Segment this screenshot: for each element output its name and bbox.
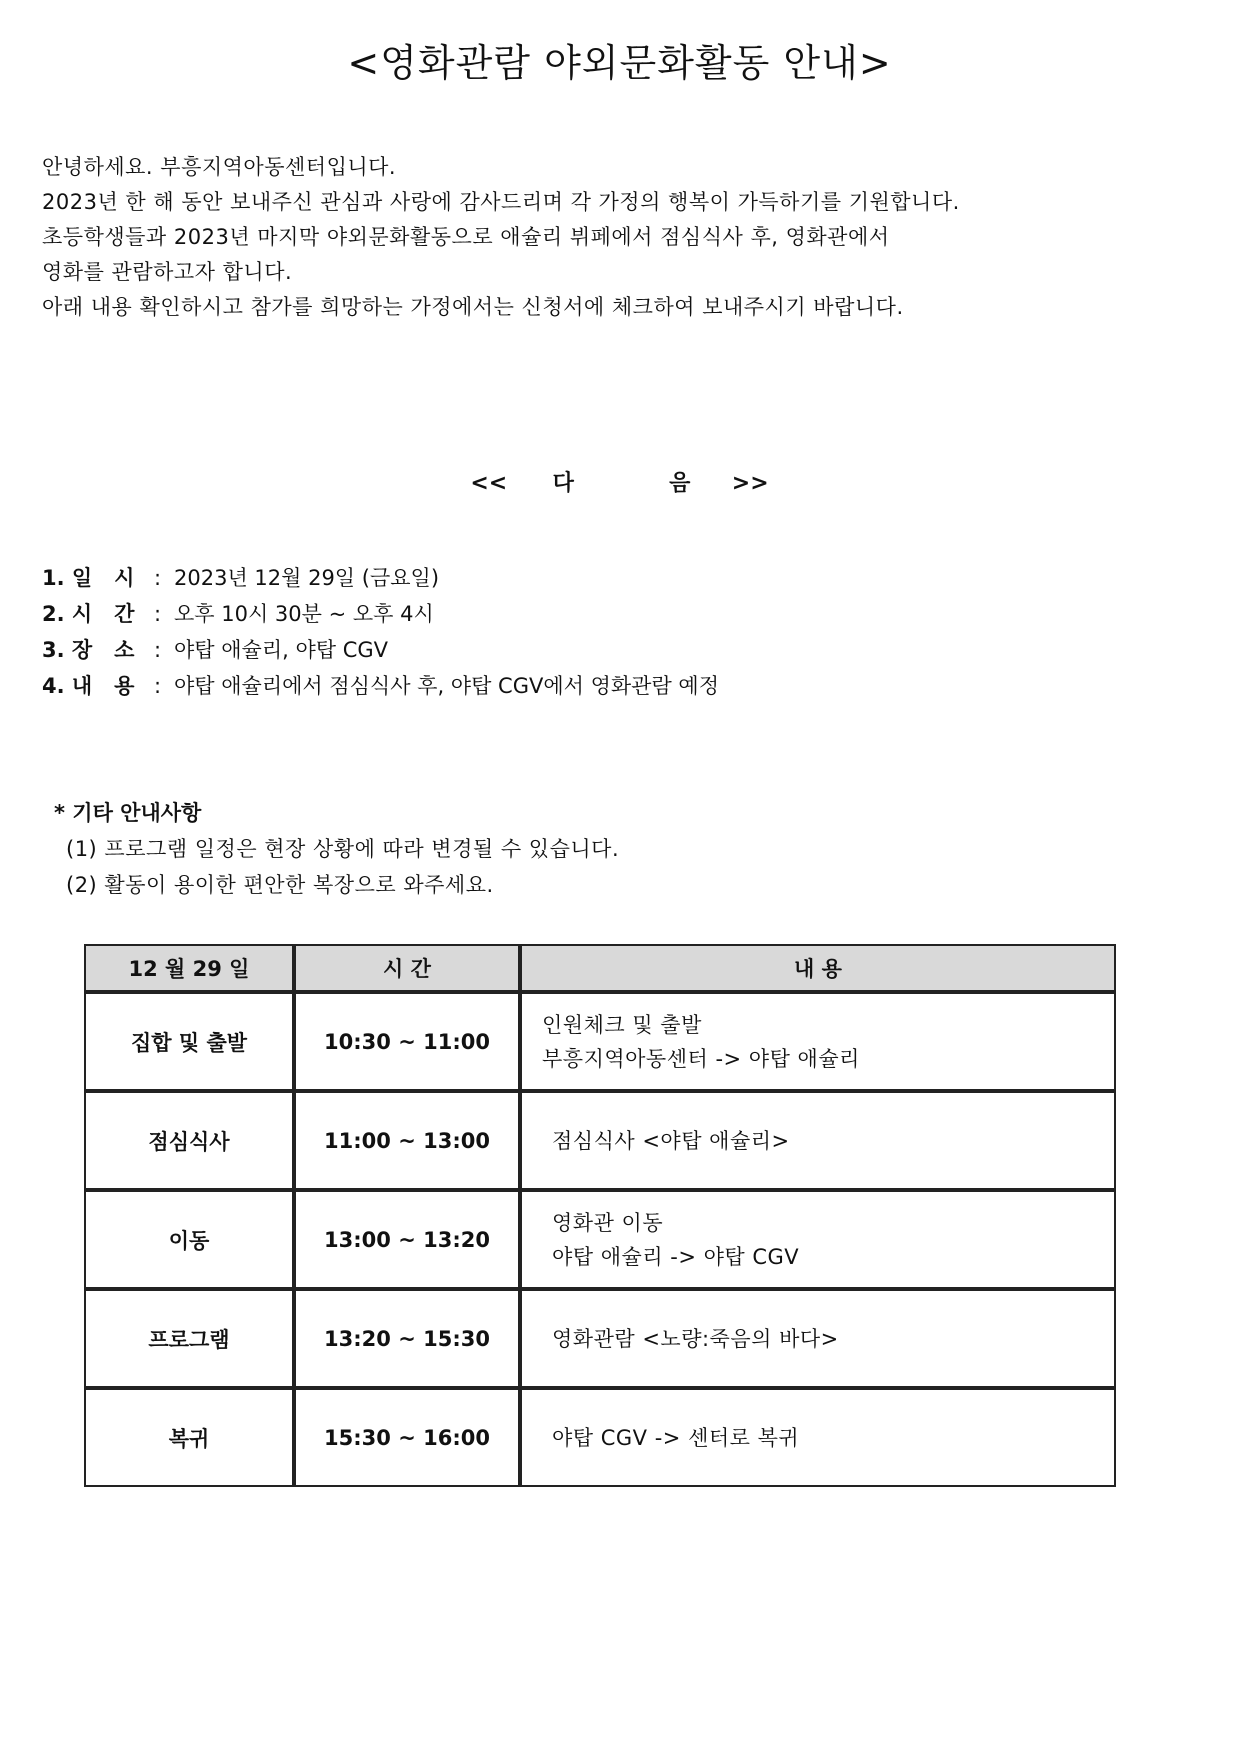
event-details <box>42 560 719 704</box>
schedule-content <box>520 1190 1116 1289</box>
table-row <box>84 1388 1116 1487</box>
schedule-content-line: 영화관람 <노량:죽음의 바다> <box>552 1326 839 1351</box>
schedule-content-line: 점심식사 <야탑 애슐리> <box>552 1128 790 1153</box>
schedule-name: 이동 <box>84 1190 294 1289</box>
schedule-content-line: 부흥지역아동센터 -> 야탑 애슐리 <box>542 1046 860 1071</box>
next-heading-char: 다 <box>552 471 574 496</box>
column-header-time: 시 간 <box>294 944 520 992</box>
schedule-content <box>520 1289 1116 1388</box>
schedule-time: 15:30 ~ 16:00 <box>294 1388 520 1487</box>
detail-label: 3. 장 소 <box>42 638 135 662</box>
schedule-content-line: 영화관 이동 <box>552 1210 664 1235</box>
table-row <box>84 992 1116 1091</box>
schedule-time: 13:00 ~ 13:20 <box>294 1190 520 1289</box>
schedule-time: 13:20 ~ 15:30 <box>294 1289 520 1388</box>
schedule-time: 10:30 ~ 11:00 <box>294 992 520 1091</box>
detail-label: 1. 일 시 <box>42 566 135 590</box>
schedule-content <box>520 1388 1116 1487</box>
intro-line: 아래 내용 확인하시고 참가를 희망하는 가정에서는 신청서에 체크하여 보내주시기 바랍니다. <box>42 295 904 319</box>
table-row <box>84 1289 1116 1388</box>
schedule-name: 점심식사 <box>84 1091 294 1190</box>
detail-date <box>42 560 719 596</box>
schedule-time: 11:00 ~ 13:00 <box>294 1091 520 1190</box>
intro-line: 2023년 한 해 동안 보내주신 관심과 사랑에 감사드리며 각 가정의 행복이 가득하기를 기원합니다. <box>42 190 960 214</box>
intro-line: 안녕하세요. 부흥지역아동센터입니다. <box>42 155 397 179</box>
detail-separator: : <box>154 602 162 626</box>
detail-value: 2023년 12월 29일 (금요일) <box>174 566 440 590</box>
next-heading-open: << <box>470 471 508 496</box>
next-heading-close: >> <box>731 471 769 496</box>
intro-paragraph <box>42 150 1202 325</box>
detail-label: 4. 내 용 <box>42 674 135 698</box>
intro-line: 영화를 관람하고자 합니다. <box>42 260 293 284</box>
schedule-content <box>520 992 1116 1091</box>
detail-label: 2. 시 간 <box>42 602 135 626</box>
other-notes <box>54 795 619 903</box>
next-heading-char: 음 <box>669 471 691 496</box>
schedule-content-line: 야탑 CGV -> 센터로 복귀 <box>552 1425 800 1450</box>
detail-separator: : <box>154 566 162 590</box>
schedule-content-line: 인원체크 및 출발 <box>542 1012 702 1037</box>
detail-value: 야탑 애슐리, 야탑 CGV <box>174 638 389 662</box>
schedule-name: 집합 및 출발 <box>84 992 294 1091</box>
column-header-date: 12 월 29 일 <box>84 944 294 992</box>
note-item: (2) 활동이 용이한 편안한 복장으로 와주세요. <box>66 873 494 897</box>
note-item: (1) 프로그램 일정은 현장 상황에 따라 변경될 수 있습니다. <box>66 837 620 861</box>
detail-content <box>42 668 719 704</box>
schedule-table <box>84 944 1116 1487</box>
table-header-row <box>84 944 1116 992</box>
schedule-name: 복귀 <box>84 1388 294 1487</box>
column-header-content: 내 용 <box>520 944 1116 992</box>
schedule-content-line: 야탑 애슐리 -> 야탑 CGV <box>552 1244 800 1269</box>
detail-value: 오후 10시 30분 ~ 오후 4시 <box>174 602 434 626</box>
detail-value: 야탑 애슐리에서 점심식사 후, 야탑 CGV에서 영화관람 예정 <box>174 674 719 698</box>
detail-time <box>42 596 719 632</box>
detail-separator: : <box>154 638 162 662</box>
next-heading <box>0 466 1239 497</box>
notes-heading: * 기타 안내사항 <box>54 801 202 825</box>
schedule-name: 프로그램 <box>84 1289 294 1388</box>
schedule-content <box>520 1091 1116 1190</box>
intro-line: 초등학생들과 2023년 마지막 야외문화활동으로 애슐리 뷔페에서 점심식사 후, 영화관에서 <box>42 225 890 249</box>
table-row <box>84 1190 1116 1289</box>
detail-place <box>42 632 719 668</box>
table-row <box>84 1091 1116 1190</box>
document-title: <영화관람 야외문화활동 안내> <box>347 41 892 85</box>
detail-separator: : <box>154 674 162 698</box>
